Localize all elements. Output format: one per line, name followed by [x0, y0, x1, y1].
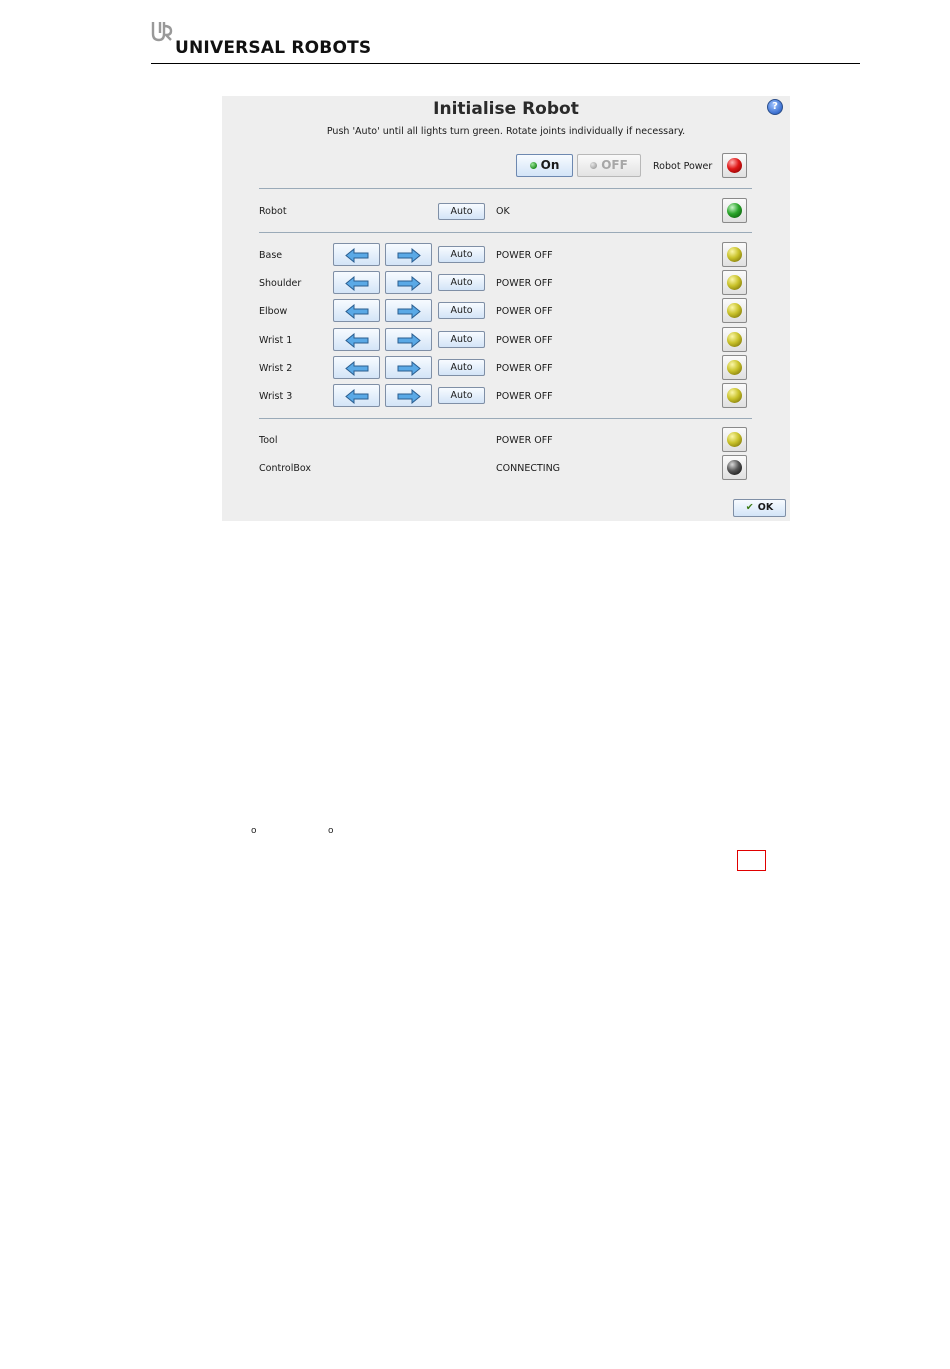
joint-label: Elbow — [259, 306, 288, 317]
joint-status: POWER OFF — [496, 363, 553, 374]
joint-label: Wrist 3 — [259, 391, 293, 402]
wrist-3-auto-button[interactable]: Auto — [438, 387, 485, 404]
elbow-auto-button[interactable]: Auto — [438, 302, 485, 319]
tool-lamp-button[interactable] — [722, 427, 747, 452]
header-rule — [151, 63, 860, 64]
power-off-button[interactable] — [577, 154, 641, 177]
arrow-left-icon — [345, 276, 369, 291]
base-lamp-button[interactable] — [722, 242, 747, 267]
wrist-2-rotate-right-button[interactable] — [385, 356, 432, 379]
joint-status: POWER OFF — [496, 391, 553, 402]
robot-lamp-button[interactable] — [722, 198, 747, 223]
elbow-lamp-button[interactable] — [722, 298, 747, 323]
power-on-label: On — [540, 158, 560, 172]
separator — [259, 232, 752, 233]
robot-auto-button[interactable]: Auto — [438, 203, 485, 220]
shoulder-rotate-right-button[interactable] — [385, 271, 432, 294]
arrow-right-icon — [397, 248, 421, 263]
separator — [259, 418, 752, 419]
yellow-lamp-icon — [727, 332, 742, 347]
base-rotate-right-button[interactable] — [385, 243, 432, 266]
degree-mark: o — [251, 826, 257, 836]
arrow-right-icon — [397, 389, 421, 404]
brand-text: UNIVERSAL ROBOTS — [175, 38, 372, 58]
arrow-right-icon — [397, 361, 421, 376]
arrow-right-icon — [397, 276, 421, 291]
initialise-robot-dialog — [222, 96, 790, 521]
wrist-2-rotate-left-button[interactable] — [333, 356, 380, 379]
degree-mark: o — [328, 826, 334, 836]
dialog-subtitle: Push 'Auto' until all lights turn green. Rotate joints individually if necessary. — [326, 126, 686, 137]
arrow-left-icon — [345, 361, 369, 376]
elbow-rotate-left-button[interactable] — [333, 299, 380, 322]
controlbox-lamp-button[interactable] — [722, 455, 747, 480]
arrow-left-icon — [345, 248, 369, 263]
tool-label: Tool — [259, 435, 278, 446]
red-lamp-icon — [727, 158, 742, 173]
arrow-left-icon — [345, 389, 369, 404]
black-lamp-icon — [727, 460, 742, 475]
dialog-title: Initialise Robot — [433, 99, 579, 119]
robot-power-lamp-button[interactable] — [722, 153, 747, 178]
help-icon[interactable]: ? — [767, 99, 783, 115]
arrow-left-icon — [345, 333, 369, 348]
joint-label: Base — [259, 250, 283, 261]
wrist-2-auto-button[interactable]: Auto — [438, 359, 485, 376]
tool-status: POWER OFF — [496, 435, 553, 446]
joint-status: POWER OFF — [496, 306, 553, 317]
wrist-2-lamp-button[interactable] — [722, 355, 747, 380]
yellow-lamp-icon — [727, 303, 742, 318]
joint-status: POWER OFF — [496, 278, 553, 289]
wrist-1-rotate-right-button[interactable] — [385, 328, 432, 351]
wrist-3-lamp-button[interactable] — [722, 383, 747, 408]
yellow-lamp-icon — [727, 360, 742, 375]
shoulder-rotate-left-button[interactable] — [333, 271, 380, 294]
shoulder-auto-button[interactable]: Auto — [438, 274, 485, 291]
wrist-3-rotate-left-button[interactable] — [333, 384, 380, 407]
power-on-button[interactable] — [516, 154, 573, 177]
arrow-left-icon — [345, 304, 369, 319]
arrow-right-icon — [397, 304, 421, 319]
base-rotate-left-button[interactable] — [333, 243, 380, 266]
joint-status: POWER OFF — [496, 250, 553, 261]
joint-label: Wrist 1 — [259, 335, 293, 346]
joint-status: POWER OFF — [496, 335, 553, 346]
annotation-box — [737, 850, 766, 871]
arrow-right-icon — [397, 333, 421, 348]
yellow-lamp-icon — [727, 247, 742, 262]
off-indicator-icon — [590, 162, 597, 169]
robot-power-label: Robot Power — [653, 161, 713, 172]
ok-button[interactable] — [733, 499, 786, 517]
robot-label: Robot — [259, 206, 287, 217]
robot-status: OK — [496, 206, 510, 217]
wrist-1-rotate-left-button[interactable] — [333, 328, 380, 351]
ur-logo-icon — [151, 20, 173, 42]
yellow-lamp-icon — [727, 432, 742, 447]
elbow-rotate-right-button[interactable] — [385, 299, 432, 322]
separator — [259, 188, 752, 189]
wrist-1-lamp-button[interactable] — [722, 327, 747, 352]
yellow-lamp-icon — [727, 275, 742, 290]
shoulder-lamp-button[interactable] — [722, 270, 747, 295]
joint-label: Wrist 2 — [259, 363, 293, 374]
controlbox-label: ControlBox — [259, 463, 311, 474]
wrist-1-auto-button[interactable]: Auto — [438, 331, 485, 348]
power-off-label: OFF — [601, 158, 628, 172]
joint-label: Shoulder — [259, 278, 302, 289]
green-lamp-icon — [727, 203, 742, 218]
check-icon: ✔ — [745, 502, 754, 513]
ok-label: OK — [757, 502, 774, 513]
on-indicator-icon — [530, 162, 537, 169]
yellow-lamp-icon — [727, 388, 742, 403]
wrist-3-rotate-right-button[interactable] — [385, 384, 432, 407]
controlbox-status: CONNECTING — [496, 463, 561, 474]
base-auto-button[interactable]: Auto — [438, 246, 485, 263]
